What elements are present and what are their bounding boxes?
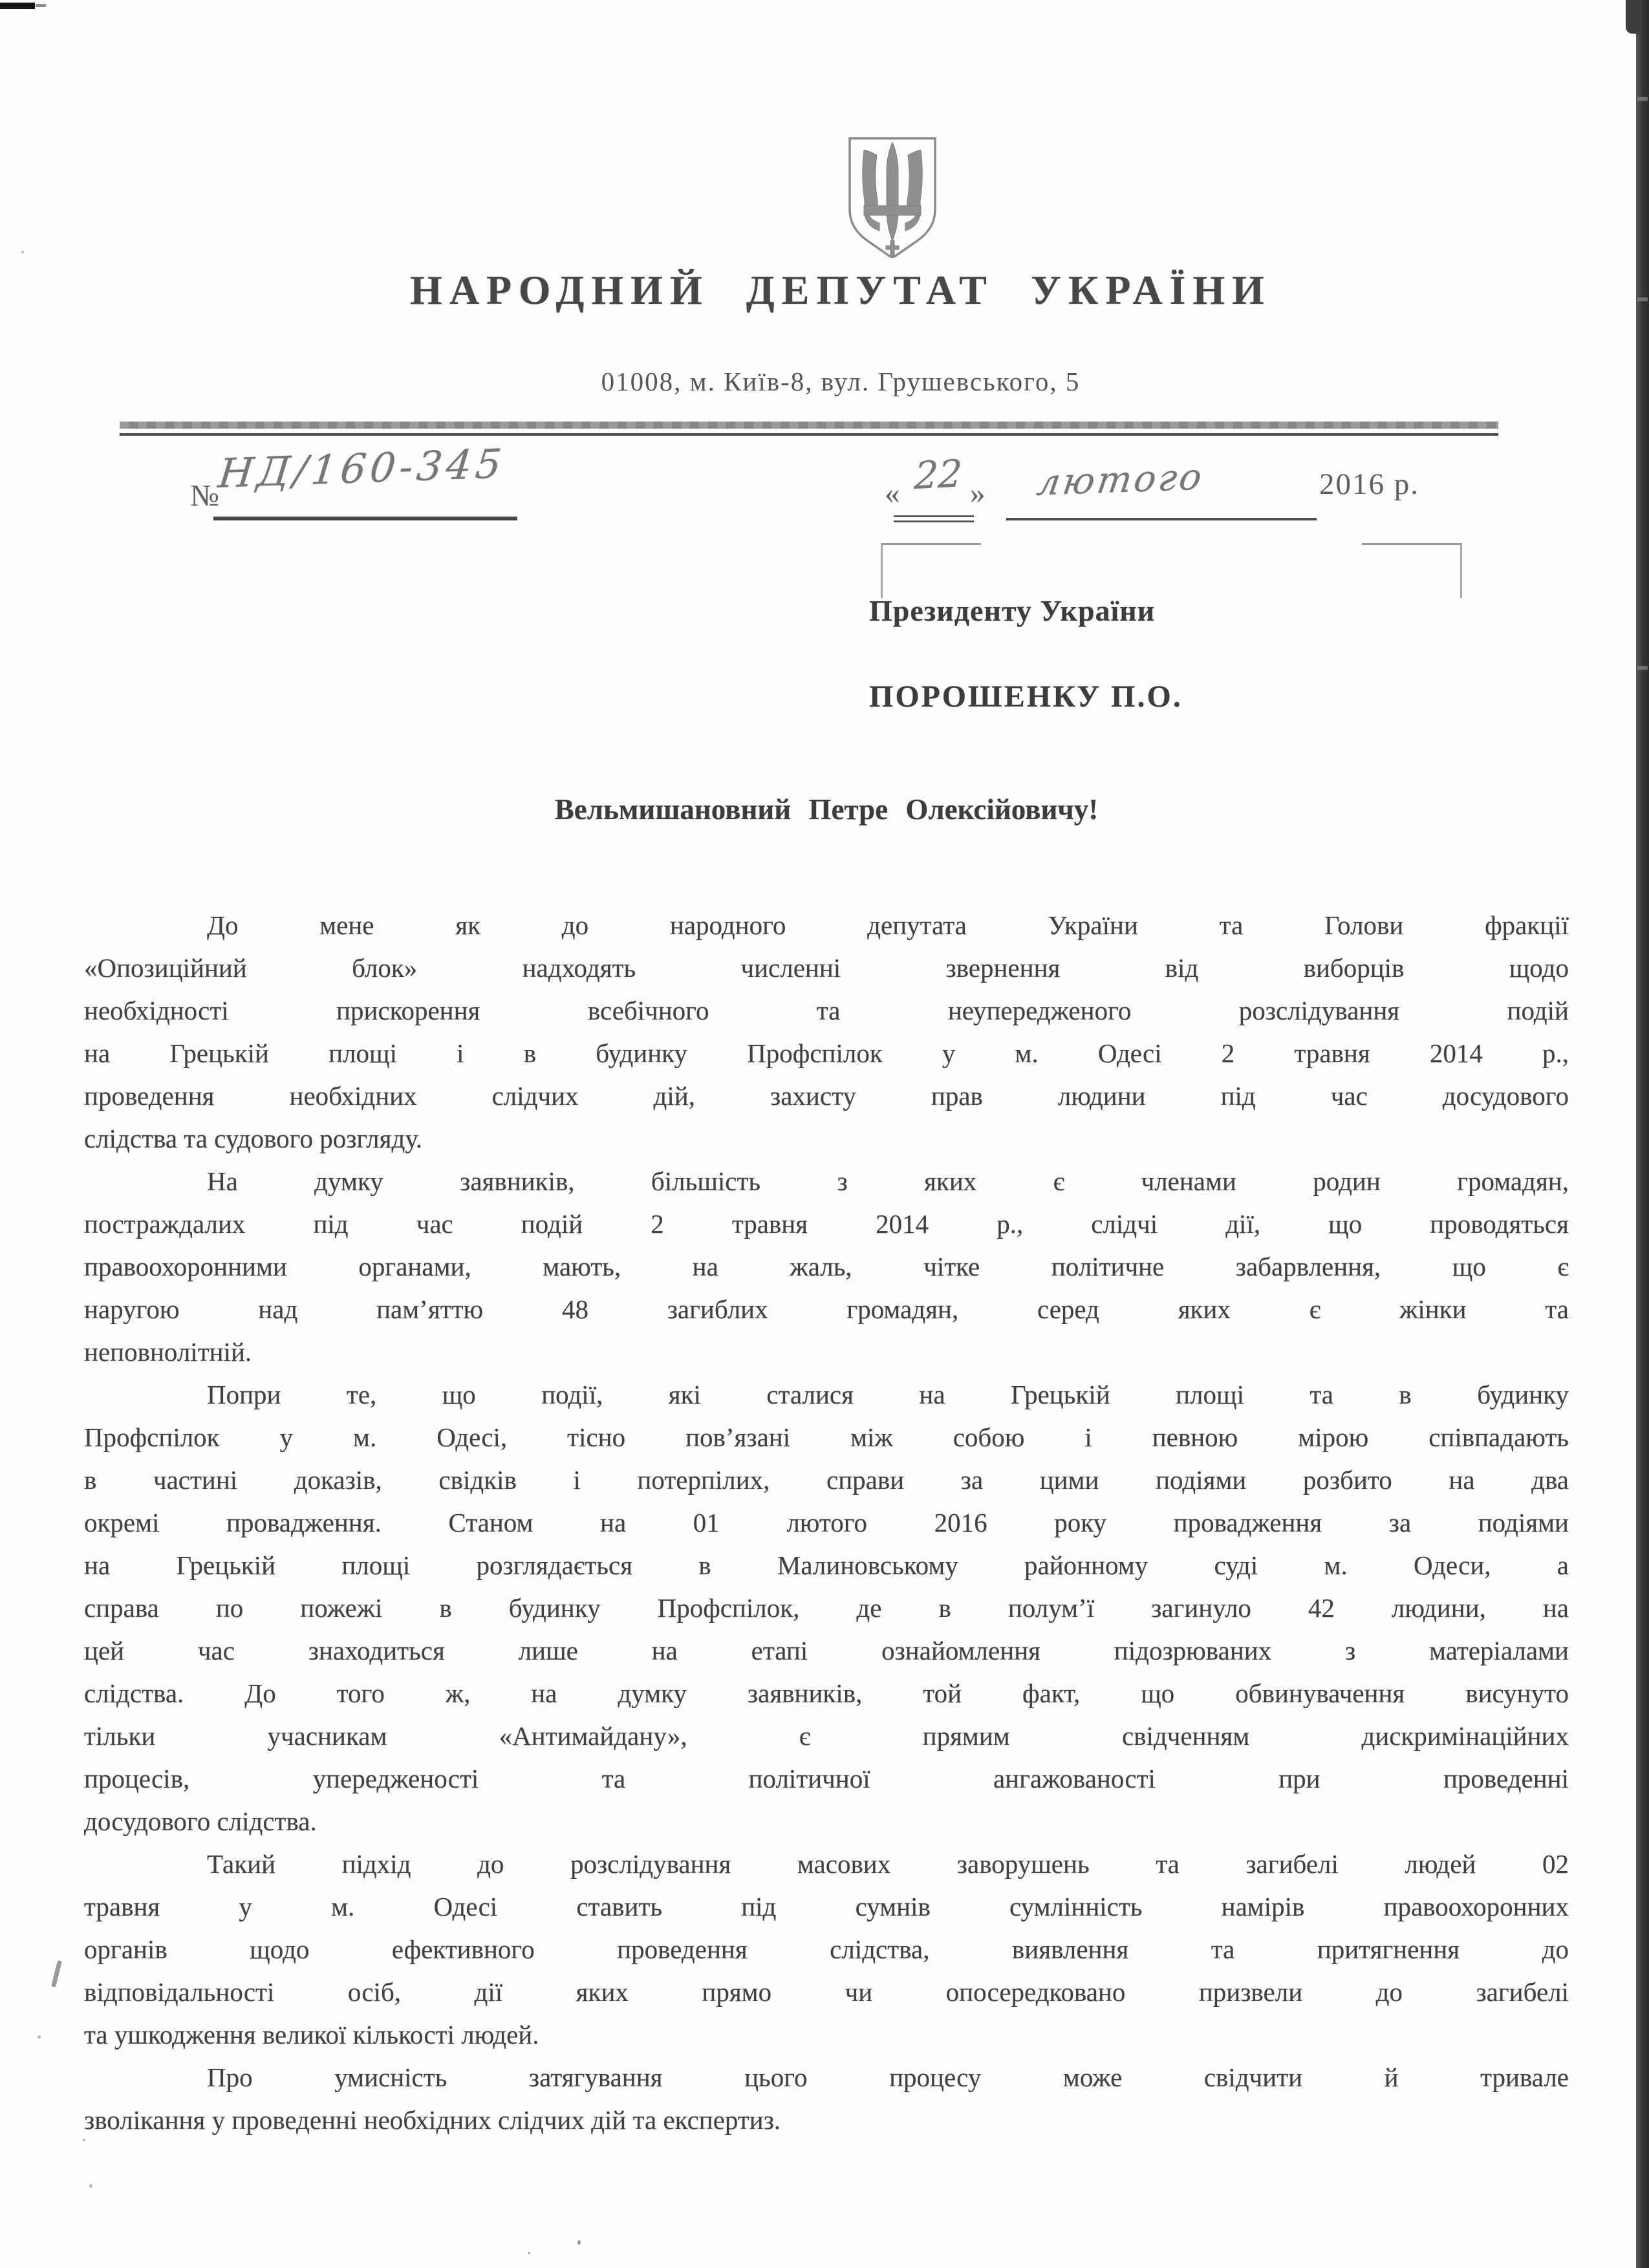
body-line: постраждалих під час подій 2 травня 2014 р., слідчі дії, що проводяться xyxy=(84,1209,1569,1239)
body-line: неповнолітній. xyxy=(84,1337,252,1367)
body-line: процесів, упередженості та політичної ангажованості при проведенні xyxy=(84,1764,1569,1793)
date-day-handwritten: 22 xyxy=(913,451,964,498)
body-line: Попри те, що події, які сталися на Грецькій площі та в будинку xyxy=(207,1380,1569,1409)
scan-artifact-top-left-mark xyxy=(0,3,35,9)
reference-number-handwritten: НД/160-345 xyxy=(216,440,508,497)
scan-artifact-speck xyxy=(21,251,24,253)
date-day-underline xyxy=(894,515,974,517)
scan-artifact-speck xyxy=(38,2035,41,2038)
scan-artifact-right-edge-wedge xyxy=(1626,0,1640,34)
body-line: тільки учасникам «Антимайдану», є прямим свідченням дискримінаційних xyxy=(84,1721,1569,1751)
body-line: на Грецькій площі розглядається в Малиновському районному суді м. Одеси, а xyxy=(84,1550,1569,1580)
paragraph xyxy=(84,1160,1569,1373)
body-line: зволікання у проведенні необхідних слідчих дій та експертиз. xyxy=(84,2105,781,2135)
scan-artifact-band-notch xyxy=(1637,297,1648,301)
letterhead-title: НАРОДНИЙ ДЕПУТАТ УКРАЇНИ xyxy=(410,267,1271,313)
body-line: «Опозиційний блок» надходять численні звернення від виборців щодо xyxy=(84,953,1569,983)
body-line: До мене як до народного депутата України та Голови фракції xyxy=(207,910,1569,940)
body-line: відповідальності осіб, дії яких прямо чи опосередковано призвели до загибелі xyxy=(84,1977,1569,2007)
scan-artifact-top-left-tail xyxy=(36,4,46,7)
body-line: окремі провадження. Станом на 01 лютого 2016 року провадження за подіями xyxy=(84,1508,1569,1537)
addressee-corner-mark-right xyxy=(1362,543,1462,598)
body-line: необхідності прискорення всебічного та неупередженого розслідування подій xyxy=(84,996,1569,1025)
body-line: Такий підхід до розслідування масових заворушень та загибелі людей 02 xyxy=(207,1849,1569,1879)
body-line: Про умисність затягування цього процесу може свідчити й тривале xyxy=(207,2062,1569,2092)
letterhead-rule-thin xyxy=(120,433,1498,436)
date-year: 2016 р. xyxy=(1319,467,1419,501)
body-line: Профспілок у м. Одесі, тісно пов’язані між собою і певною мірою співпадають xyxy=(84,1422,1569,1452)
body-line: на Грецькій площі і в будинку Профспілок у м. Одесі 2 травня 2014 р., xyxy=(84,1038,1569,1068)
scan-artifact-band-notch xyxy=(1637,666,1648,670)
scan-artifact-speck xyxy=(528,2252,530,2254)
body-line: проведення необхідних слідчих дій, захисту прав людини під час досудового xyxy=(84,1081,1569,1111)
paragraph xyxy=(84,2056,1569,2141)
reference-number-underline xyxy=(213,517,517,520)
paragraph xyxy=(84,1373,1569,1843)
body-line: правоохоронними органами, мають, на жаль, чітке політичне забарвлення, що є xyxy=(84,1252,1569,1281)
scan-artifact-band-notch xyxy=(1637,97,1648,101)
scan-artifact-speck xyxy=(577,2240,581,2245)
date-month-underline xyxy=(1006,518,1317,520)
letterhead-rule-thick xyxy=(120,422,1498,429)
body-line: На думку заявників, більшість з яких є членами родин громадян, xyxy=(207,1166,1569,1196)
date-close-quote: » xyxy=(970,476,986,510)
body-line: слідства. До того ж, на думку заявників, той факт, що обвинувачення висунуто xyxy=(84,1678,1569,1708)
body-line: в частині доказів, свідків і потерпілих, справи за цими подіями розбито на два xyxy=(84,1465,1569,1495)
scan-artifact-right-edge-band xyxy=(1636,0,1649,2268)
letterhead-address: 01008, м. Київ-8, вул. Грушевського, 5 xyxy=(601,367,1081,396)
body-line: справа по пожежі в будинку Профспілок, де в полум’ї загинуло 42 людини, на xyxy=(84,1593,1569,1623)
date-month-handwritten: лютого xyxy=(1034,456,1207,504)
addressee-title: Президенту України xyxy=(869,594,1156,627)
body-line: та ушкодження великої кількості людей. xyxy=(84,2020,539,2049)
body-line: досудового слідства. xyxy=(84,1806,317,1836)
addressee-name: ПОРОШЕНКУ П.О. xyxy=(869,679,1183,714)
tryzub-emblem-icon xyxy=(841,133,944,261)
body-line: органів щодо ефективного проведення слідства, виявлення та притягнення до xyxy=(84,1934,1569,1964)
paragraph xyxy=(84,1843,1569,2056)
salutation: Вельмишановний Петре Олексійовичу! xyxy=(554,793,1099,826)
scan-artifact-pen-slash xyxy=(51,1960,62,1987)
body-line: наругою над пам’яттю 48 загиблих громадян, серед яких є жінки та xyxy=(84,1294,1569,1324)
scan-artifact-speck xyxy=(89,2184,92,2188)
letter-body xyxy=(84,904,1569,2141)
body-line: слідства та судового розгляду. xyxy=(84,1124,422,1153)
addressee-corner-mark-left xyxy=(881,543,981,598)
paragraph xyxy=(84,904,1569,1160)
body-line: цей час знаходиться лише на етапі ознайомлення підозрюваних з матеріалами xyxy=(84,1636,1569,1665)
reference-number-label: № xyxy=(190,479,219,513)
date-day-underline xyxy=(894,520,974,522)
date-open-quote: « xyxy=(885,476,900,510)
body-line: травня у м. Одесі ставить під сумнів сумлінність намірів правоохоронних xyxy=(84,1892,1569,1921)
